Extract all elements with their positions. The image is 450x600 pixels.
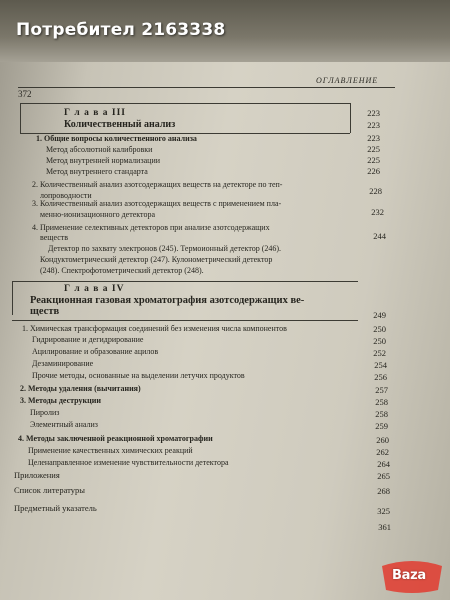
toc-page: 252 (373, 348, 386, 358)
chapter-3-title: Количественный анализ (64, 119, 176, 130)
toc-entry: Пиролиз (30, 408, 60, 417)
toc-page: 258 (375, 397, 388, 407)
toc-entry: Ацилирование и образование ацилов (32, 347, 159, 356)
toc-entry: 2. Количественный анализ азотсодержащих веществ на детекторе по теп- (32, 180, 283, 189)
toc-entry: Целенаправленное изменение чувствительности детектора (28, 458, 229, 467)
toc-entry: Метод абсолютной калибровки (46, 145, 153, 154)
toc-page: 259 (375, 421, 388, 431)
toc-entry: Детектор по захвату электронов (245). Термоионный детектор (246). (48, 244, 282, 253)
toc-entry: 3. Количественный анализ азотсодержащих веществ с применением пла- (32, 199, 282, 208)
toc-entry: Прочие методы, основанные на выделении летучих продуктов (32, 371, 245, 380)
toc-entry: 3. Методы деструкции (20, 396, 101, 405)
chapter-4-box-bottom (12, 320, 358, 321)
toc-page: 225 (367, 144, 380, 154)
uploader-watermark: Потребител 2163338 (16, 20, 226, 40)
toc-page: 268 (377, 486, 390, 496)
header-rule (18, 87, 395, 88)
toc-entry: 4. Применение селективных детекторов при анализе азотсодержащих (32, 223, 270, 232)
chapter-4-title-continued: ществ (30, 306, 60, 317)
toc-page: 223 (367, 133, 380, 143)
toc-entry: Метод внутреннего стандарта (46, 167, 148, 176)
toc-entry: Дезаминирование (32, 359, 94, 368)
chapter-4-box-left (12, 281, 13, 315)
running-head: ОГЛАВЛЕНИЕ (316, 76, 379, 85)
chapter-4-label: Г л а в а IV (64, 284, 125, 294)
toc-page: 264 (377, 459, 390, 469)
toc-page: 244 (373, 231, 386, 241)
toc-entry-continued: менно-ионизационного детектора (40, 210, 155, 219)
chapter-3-label: Г л а в а III (64, 108, 126, 118)
toc-page: 257 (375, 385, 388, 395)
toc-entry: 2. Методы удаления (вычитания) (20, 384, 141, 393)
toc-entry-appendix: Приложения (14, 470, 60, 480)
toc-entry-references: Список литературы (14, 485, 85, 495)
toc-page: 226 (367, 166, 380, 176)
toc-page: 325 (377, 506, 390, 516)
baza-logo-text: Baza (392, 568, 426, 583)
toc-entry-continued: лопроводности (40, 191, 92, 200)
toc-page: 260 (376, 435, 389, 445)
toc-entry: 1. Химическая трансформация соединений без изменения числа компонентов (22, 324, 287, 333)
toc-page-last: 361 (378, 522, 391, 532)
toc-entry: Метод внутренней нормализации (46, 156, 161, 165)
toc-page: 254 (374, 360, 387, 370)
chapter-3-box-top (20, 103, 350, 104)
chapter-4-page: 249 (373, 310, 386, 320)
chapter-4-box-top (12, 281, 358, 282)
toc-page: 225 (367, 155, 380, 165)
toc-page: 232 (371, 207, 384, 217)
toc-entry-index: Предметный указатель (14, 503, 97, 513)
toc-page: 256 (374, 372, 387, 382)
page-number: 372 (18, 89, 32, 99)
chapter-3-page: 223 (367, 108, 380, 118)
toc-entry-continued: веществ (40, 233, 69, 242)
toc-entry: 4. Методы заключенной реакционной хроматографии (18, 434, 213, 443)
toc-entry: Элементный анализ (30, 420, 98, 429)
toc-page: 262 (376, 447, 389, 457)
toc-entry: 1. Общие вопросы количественного анализа (36, 134, 197, 143)
chapter-3-title-page: 223 (367, 120, 380, 130)
chapter-3-box-left (20, 103, 21, 133)
toc-page: 258 (375, 409, 388, 419)
toc-entry: Кондуктометрический детектор (247). Кулонометрический детектор (40, 255, 273, 264)
toc-page: 265 (377, 471, 390, 481)
toc-page: 250 (373, 324, 386, 334)
chapter-4-title: Реакционная газовая хроматография азотсодержащих ве- (30, 295, 305, 306)
toc-entry: Гидрирование и дегидрирование (32, 335, 144, 344)
toc-page: 228 (369, 186, 382, 196)
toc-entry: Применение качественных химических реакций (28, 446, 193, 455)
toc-entry: (248). Спектрофотометрический детектор (248). (40, 266, 204, 275)
chapter-3-box-right (350, 103, 351, 133)
toc-page: 250 (373, 336, 386, 346)
